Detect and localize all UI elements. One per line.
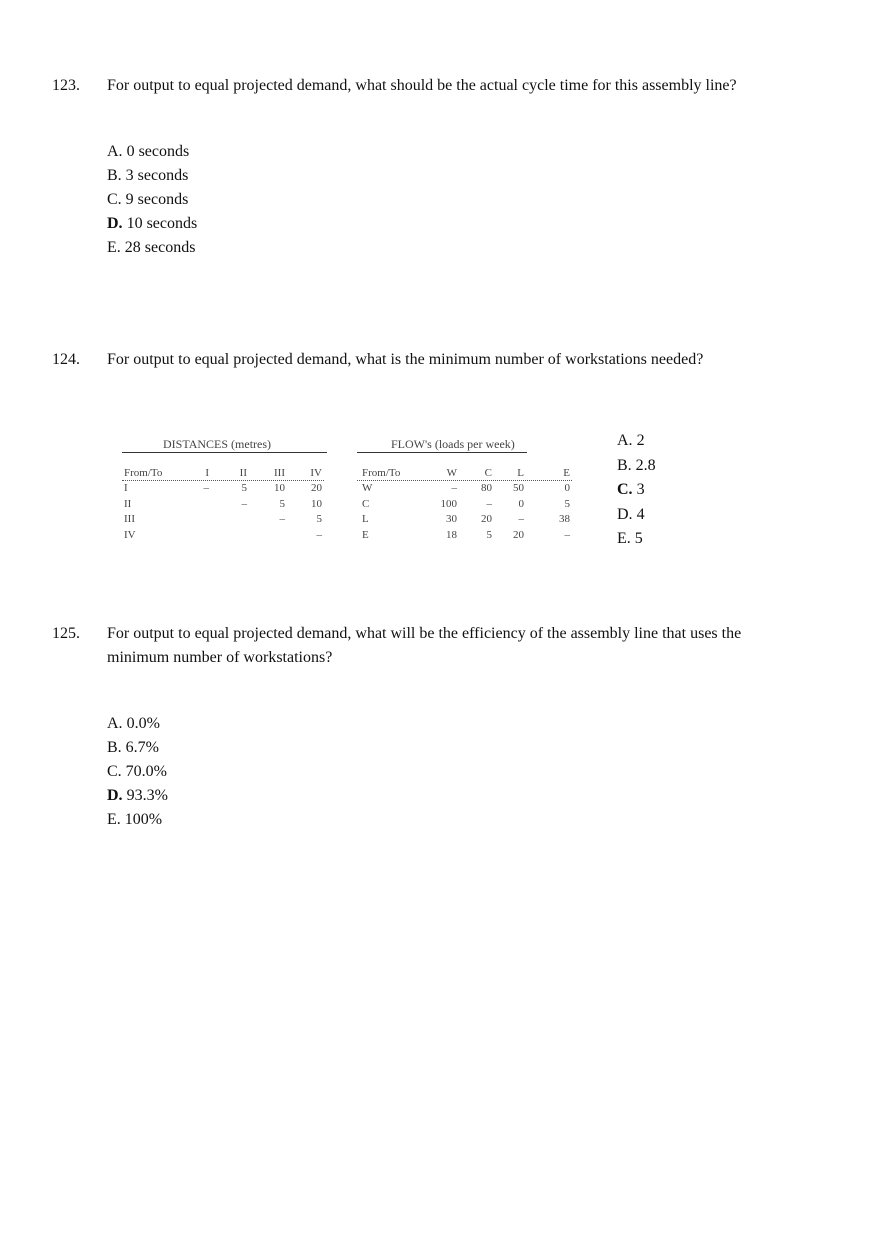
- answer-option: [107, 188, 188, 212]
- answer-option: [107, 760, 167, 784]
- column-header: From/To: [362, 467, 401, 479]
- table-cell: II: [124, 497, 132, 510]
- header-divider: [122, 480, 324, 481]
- answer-option: [107, 712, 160, 736]
- option-text: 3 seconds: [125, 167, 189, 184]
- answer-option: [617, 429, 645, 453]
- answer-option: [107, 784, 168, 808]
- option-text: 5: [634, 530, 643, 547]
- table-title: DISTANCES (metres): [163, 437, 272, 451]
- column-header: From/To: [124, 467, 163, 479]
- option-letter: A.: [617, 432, 633, 449]
- option-letter: C.: [107, 191, 122, 208]
- table-cell: 20: [513, 528, 524, 541]
- table-cell: 5: [279, 497, 285, 510]
- table-cell: 0: [518, 497, 524, 510]
- question-text: For output to equal projected demand, what should be the actual cycle time for this assembly line?: [107, 77, 737, 94]
- option-text: 100%: [124, 811, 163, 828]
- question-number: 123.: [52, 77, 80, 94]
- table-cell: 20: [311, 482, 322, 494]
- distances-table: [122, 437, 332, 547]
- table-cell: 10: [311, 497, 322, 510]
- table-cell: E: [362, 528, 369, 541]
- answer-option: [107, 212, 197, 236]
- flows-table: [357, 437, 582, 547]
- option-text: 2: [636, 432, 645, 449]
- option-text: 4: [636, 505, 645, 523]
- option-letter: A.: [107, 143, 123, 160]
- table-cell: 5: [316, 513, 322, 525]
- table-cell: –: [564, 528, 570, 541]
- column-header: I: [205, 467, 209, 479]
- question-text: For output to equal projected demand, what will be the efficiency of the assembly line that uses the minimum number of workstations?: [107, 625, 742, 666]
- table-cell: W: [362, 482, 373, 494]
- question-text: For output to equal projected demand, what is the minimum number of workstations needed?: [107, 351, 704, 368]
- option-text: 70.0%: [125, 763, 167, 780]
- title-underline: [357, 452, 527, 453]
- column-header: II: [239, 467, 247, 479]
- table-cell: 30: [446, 513, 457, 525]
- column-header: L: [517, 467, 524, 479]
- table-cell: C: [362, 497, 370, 510]
- option-letter: B.: [107, 167, 122, 184]
- table-title: FLOW's (loads per week): [391, 437, 515, 451]
- table-cell: 50: [513, 482, 524, 494]
- answer-option: [617, 503, 645, 527]
- answer-option: [107, 140, 189, 164]
- option-letter: A.: [107, 715, 123, 732]
- option-letter: E.: [107, 239, 121, 256]
- title-underline: [122, 452, 327, 453]
- option-text: 93.3%: [126, 787, 168, 804]
- column-header: E: [563, 467, 570, 479]
- option-letter: D.: [107, 215, 123, 232]
- option-letter: E.: [617, 530, 631, 547]
- option-text: 6.7%: [125, 739, 159, 756]
- column-header: W: [446, 467, 457, 479]
- answer-option: [107, 808, 162, 832]
- table-cell: 18: [446, 528, 457, 541]
- header-divider: [357, 480, 572, 481]
- option-letter: D.: [617, 505, 633, 523]
- table-cell: –: [316, 528, 322, 541]
- table-cell: 100: [440, 497, 457, 510]
- table-cell: 5: [486, 528, 492, 541]
- option-letter: D.: [107, 787, 123, 804]
- answer-option: [107, 164, 188, 188]
- option-letter: B.: [107, 739, 122, 756]
- option-letter: B.: [617, 456, 632, 474]
- option-letter: C.: [617, 481, 633, 498]
- table-cell: III: [124, 513, 135, 525]
- option-letter: C.: [107, 763, 122, 780]
- table-cell: 0: [564, 482, 570, 494]
- table-cell: –: [518, 513, 524, 525]
- table-cell: –: [451, 482, 457, 494]
- table-cell: 38: [559, 513, 570, 525]
- option-text: 10 seconds: [126, 215, 198, 232]
- table-cell: –: [241, 497, 247, 510]
- table-cell: 20: [481, 513, 492, 525]
- table-cell: 10: [274, 482, 285, 494]
- question-number: 124.: [52, 351, 80, 368]
- answer-option: [617, 527, 643, 551]
- table-cell: 5: [564, 497, 570, 510]
- table-cell: IV: [124, 528, 136, 541]
- table-cell: 5: [241, 482, 247, 494]
- option-text: 0.0%: [126, 715, 160, 732]
- option-text: 0 seconds: [126, 143, 190, 160]
- table-cell: –: [279, 513, 285, 525]
- column-header: III: [274, 467, 285, 479]
- answer-option: [617, 454, 656, 478]
- answer-option: [617, 478, 645, 502]
- question-number: 125.: [52, 625, 80, 642]
- table-cell: –: [203, 482, 209, 494]
- option-text: 9 seconds: [125, 191, 189, 208]
- answer-option: [107, 236, 195, 260]
- option-text: 2.8: [635, 456, 656, 474]
- option-text: 3: [636, 481, 645, 498]
- option-text: 28 seconds: [124, 239, 196, 256]
- table-cell: L: [362, 513, 369, 525]
- table-cell: I: [124, 482, 128, 494]
- column-header: C: [484, 467, 492, 479]
- option-letter: E.: [107, 811, 121, 828]
- table-cell: –: [486, 497, 492, 510]
- column-header: IV: [310, 467, 322, 479]
- answer-option: [107, 736, 159, 760]
- table-cell: 80: [481, 482, 492, 494]
